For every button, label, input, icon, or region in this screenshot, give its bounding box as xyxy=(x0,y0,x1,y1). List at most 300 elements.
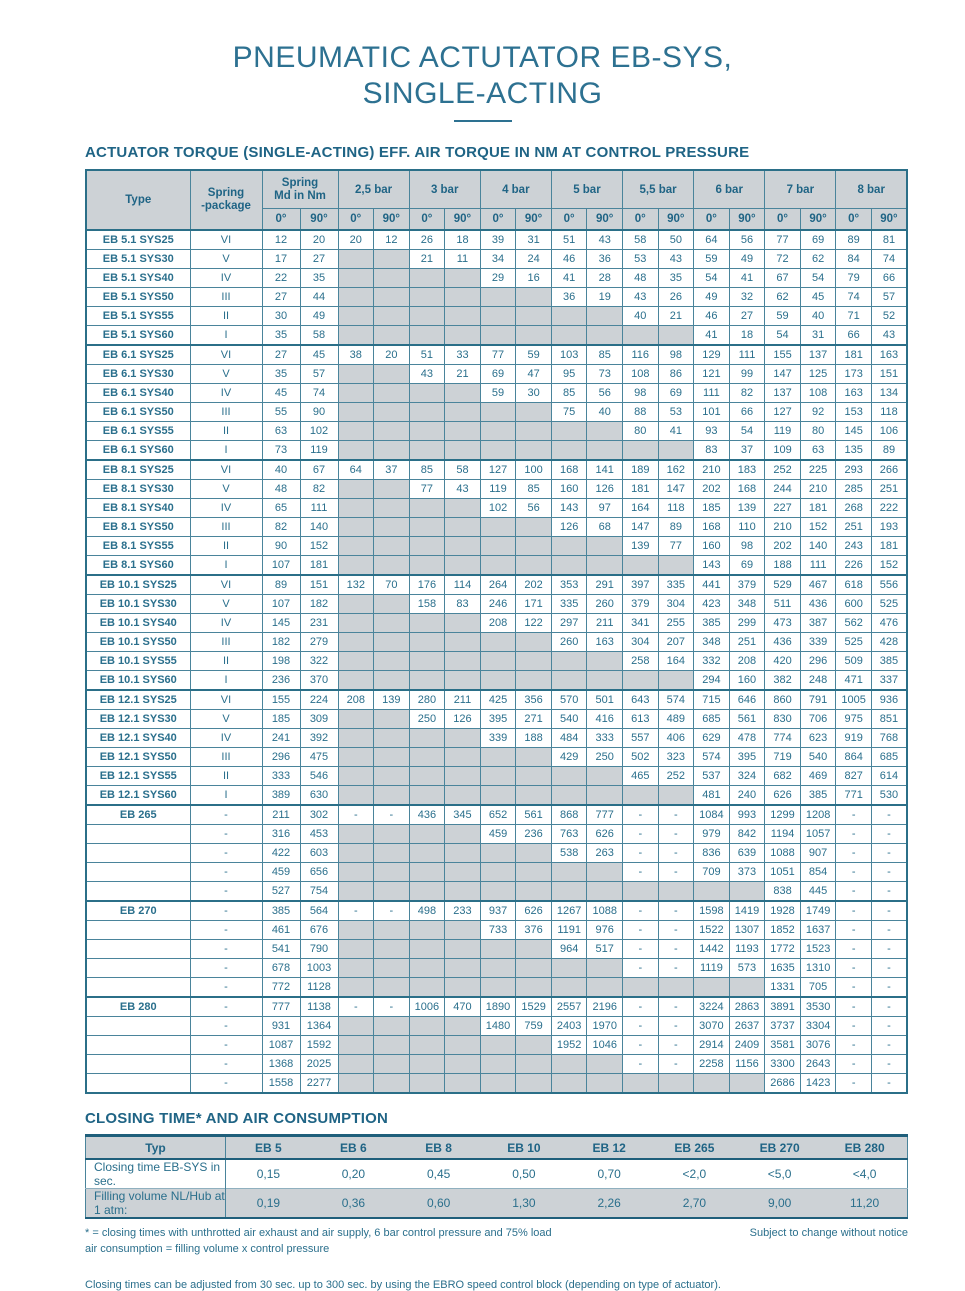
value-cell: 964 xyxy=(551,940,587,959)
value-cell xyxy=(658,556,694,576)
value-cell xyxy=(551,307,587,326)
value-cell: 420 xyxy=(765,652,801,671)
value-cell xyxy=(374,940,410,959)
page-title xyxy=(0,0,965,122)
value-cell xyxy=(445,384,481,403)
value-cell xyxy=(409,959,445,978)
value-cell: 127 xyxy=(480,460,516,480)
value-cell: - xyxy=(658,940,694,959)
value-cell: 527 xyxy=(262,882,300,902)
footnote-line1: * = closing times with unthrotted air exhaust and air supply, 6 bar control pressure and 75% load xyxy=(85,1227,552,1239)
value-cell xyxy=(729,882,765,902)
value-cell xyxy=(445,633,481,652)
spring-package-cell: II xyxy=(190,307,262,326)
value-cell: 118 xyxy=(871,403,907,422)
value-cell: 768 xyxy=(871,729,907,748)
value-cell xyxy=(374,403,410,422)
spring-package-cell: IV xyxy=(190,614,262,633)
value-cell: - xyxy=(623,997,659,1017)
closing-row-label: Closing time EB-SYS in sec. xyxy=(86,1159,226,1189)
closing-section-heading: CLOSING TIME* AND AIR CONSUMPTION xyxy=(85,1110,388,1127)
value-cell: 73 xyxy=(262,441,300,461)
value-cell: 685 xyxy=(694,710,730,729)
value-cell xyxy=(374,729,410,748)
value-cell xyxy=(516,959,552,978)
value-cell xyxy=(409,633,445,652)
value-cell xyxy=(374,288,410,307)
value-cell xyxy=(445,652,481,671)
type-cell: EB 12.1 SYS60 xyxy=(86,786,190,806)
value-cell xyxy=(551,882,587,902)
value-cell: 24 xyxy=(516,250,552,269)
col-header-deg0: 0° xyxy=(694,209,730,231)
value-cell: - xyxy=(871,959,907,978)
value-cell: 392 xyxy=(300,729,338,748)
value-cell: 114 xyxy=(445,575,481,595)
value-cell: 511 xyxy=(765,595,801,614)
value-cell: 137 xyxy=(800,345,836,365)
value-cell xyxy=(516,518,552,537)
value-cell: 62 xyxy=(800,250,836,269)
value-cell: 41 xyxy=(658,422,694,441)
value-cell: 1307 xyxy=(729,921,765,940)
col-header-deg90: 90° xyxy=(374,209,410,231)
value-cell: 1952 xyxy=(551,1036,587,1055)
value-cell xyxy=(409,326,445,346)
value-cell: 43 xyxy=(623,288,659,307)
value-cell: 98 xyxy=(729,537,765,556)
value-cell xyxy=(409,767,445,786)
value-cell: 851 xyxy=(871,710,907,729)
value-cell: 54 xyxy=(800,269,836,288)
value-cell: 322 xyxy=(300,652,338,671)
value-cell xyxy=(409,288,445,307)
value-cell: 77 xyxy=(765,230,801,250)
closing-value-cell: 0,20 xyxy=(311,1159,396,1189)
table-row xyxy=(86,671,907,691)
value-cell xyxy=(623,786,659,806)
value-cell xyxy=(658,786,694,806)
value-cell xyxy=(445,882,481,902)
value-cell: 183 xyxy=(729,460,765,480)
value-cell xyxy=(587,422,623,441)
value-cell: 116 xyxy=(623,345,659,365)
table-row xyxy=(86,460,907,480)
value-cell xyxy=(480,326,516,346)
closing-col-header: EB 5 xyxy=(226,1136,311,1160)
value-cell: 45 xyxy=(262,384,300,403)
value-cell: 3737 xyxy=(765,1017,801,1036)
table-row xyxy=(86,614,907,633)
value-cell xyxy=(409,863,445,882)
torque-table xyxy=(85,169,908,1094)
value-cell: 316 xyxy=(262,825,300,844)
value-cell: 139 xyxy=(374,690,410,710)
value-cell xyxy=(516,767,552,786)
value-cell: 919 xyxy=(836,729,872,748)
closing-value-cell: 0,50 xyxy=(481,1159,566,1189)
value-cell xyxy=(409,518,445,537)
value-cell: - xyxy=(871,844,907,863)
spring-package-cell: VI xyxy=(190,345,262,365)
type-cell: EB 8.1 SYS25 xyxy=(86,460,190,480)
value-cell: 168 xyxy=(729,480,765,499)
value-cell: 99 xyxy=(729,365,765,384)
col-header-deg0: 0° xyxy=(765,209,801,231)
value-cell: 79 xyxy=(836,269,872,288)
value-cell: 81 xyxy=(871,230,907,250)
value-cell: 46 xyxy=(694,307,730,326)
value-cell: 69 xyxy=(480,365,516,384)
value-cell: 777 xyxy=(262,997,300,1017)
value-cell: 465 xyxy=(623,767,659,786)
value-cell: 58 xyxy=(445,460,481,480)
value-cell: 348 xyxy=(729,595,765,614)
value-cell: 385 xyxy=(262,901,300,921)
value-cell: 260 xyxy=(551,633,587,652)
value-cell: 385 xyxy=(871,652,907,671)
value-cell: 774 xyxy=(765,729,801,748)
value-cell: 473 xyxy=(765,614,801,633)
value-cell xyxy=(623,441,659,461)
value-cell: 176 xyxy=(409,575,445,595)
value-cell: 763 xyxy=(551,825,587,844)
value-cell xyxy=(445,844,481,863)
value-cell: - xyxy=(623,844,659,863)
value-cell xyxy=(658,671,694,691)
value-cell: 143 xyxy=(551,499,587,518)
value-cell xyxy=(516,326,552,346)
type-cell xyxy=(86,882,190,902)
closing-col-header: EB 265 xyxy=(652,1136,737,1160)
closing-row xyxy=(86,1159,908,1189)
value-cell: 40 xyxy=(800,307,836,326)
value-cell: - xyxy=(871,1036,907,1055)
col-header-deg90: 90° xyxy=(729,209,765,231)
value-cell: 1890 xyxy=(480,997,516,1017)
type-cell xyxy=(86,1036,190,1055)
value-cell: 102 xyxy=(300,422,338,441)
value-cell: - xyxy=(871,863,907,882)
spring-package-cell: II xyxy=(190,537,262,556)
value-cell: 27 xyxy=(262,345,300,365)
value-cell xyxy=(374,671,410,691)
value-cell: 53 xyxy=(623,250,659,269)
value-cell: 379 xyxy=(729,575,765,595)
spring-package-cell: - xyxy=(190,844,262,863)
value-cell: 139 xyxy=(729,499,765,518)
value-cell: 160 xyxy=(694,537,730,556)
value-cell: 109 xyxy=(765,441,801,461)
value-cell: 168 xyxy=(551,460,587,480)
value-cell: 63 xyxy=(800,441,836,461)
value-cell xyxy=(445,288,481,307)
value-cell: 830 xyxy=(765,710,801,729)
spring-package-cell: IV xyxy=(190,729,262,748)
value-cell: 2637 xyxy=(729,1017,765,1036)
table-row xyxy=(86,863,907,882)
value-cell: 147 xyxy=(658,480,694,499)
value-cell xyxy=(374,863,410,882)
value-cell: - xyxy=(623,805,659,825)
table-row xyxy=(86,345,907,365)
value-cell xyxy=(409,422,445,441)
value-cell xyxy=(516,556,552,576)
value-cell: 250 xyxy=(409,710,445,729)
value-cell: 537 xyxy=(694,767,730,786)
value-cell: 210 xyxy=(765,518,801,537)
value-cell xyxy=(374,1055,410,1074)
spring-package-cell: I xyxy=(190,786,262,806)
value-cell xyxy=(516,422,552,441)
value-cell xyxy=(480,403,516,422)
value-cell: 30 xyxy=(262,307,300,326)
table-row xyxy=(86,269,907,288)
value-cell: 484 xyxy=(551,729,587,748)
spring-package-cell: I xyxy=(190,556,262,576)
value-cell: 423 xyxy=(694,595,730,614)
value-cell xyxy=(587,978,623,998)
footnote-left xyxy=(85,1225,552,1257)
value-cell: 49 xyxy=(300,307,338,326)
value-cell: 77 xyxy=(480,345,516,365)
spring-package-cell: IV xyxy=(190,499,262,518)
table-row xyxy=(86,326,907,346)
col-header-deg0: 0° xyxy=(409,209,445,231)
value-cell: 193 xyxy=(871,518,907,537)
value-cell: 147 xyxy=(623,518,659,537)
value-cell xyxy=(480,518,516,537)
value-cell xyxy=(480,556,516,576)
value-cell: - xyxy=(871,978,907,998)
value-cell: 1194 xyxy=(765,825,801,844)
value-cell: 541 xyxy=(262,940,300,959)
value-cell xyxy=(338,633,374,652)
value-cell: 173 xyxy=(836,365,872,384)
value-cell: 93 xyxy=(694,422,730,441)
spring-package-cell: III xyxy=(190,403,262,422)
value-cell: - xyxy=(338,805,374,825)
value-cell: 56 xyxy=(587,384,623,403)
value-cell: 35 xyxy=(300,269,338,288)
col-header-pressure: 4 bar xyxy=(480,170,551,209)
spring-package-cell: V xyxy=(190,480,262,499)
type-cell: EB 5.1 SYS30 xyxy=(86,250,190,269)
value-cell xyxy=(516,844,552,863)
value-cell xyxy=(374,326,410,346)
value-cell: 85 xyxy=(551,384,587,403)
value-cell xyxy=(694,978,730,998)
value-cell: 1191 xyxy=(551,921,587,940)
value-cell: 241 xyxy=(262,729,300,748)
spring-package-cell: - xyxy=(190,901,262,921)
value-cell: 467 xyxy=(800,575,836,595)
value-cell xyxy=(338,1055,374,1074)
value-cell: 51 xyxy=(551,230,587,250)
value-cell: 45 xyxy=(300,345,338,365)
value-cell xyxy=(374,269,410,288)
value-cell: 3304 xyxy=(800,1017,836,1036)
value-cell: 630 xyxy=(300,786,338,806)
type-cell: EB 8.1 SYS30 xyxy=(86,480,190,499)
value-cell xyxy=(409,441,445,461)
value-cell xyxy=(551,1074,587,1094)
value-cell xyxy=(409,652,445,671)
value-cell xyxy=(551,978,587,998)
value-cell xyxy=(409,786,445,806)
torque-table-body xyxy=(86,230,907,1093)
value-cell: - xyxy=(338,997,374,1017)
table-row xyxy=(86,1074,907,1094)
closing-value-cell: 11,20 xyxy=(822,1189,907,1219)
value-cell: 345 xyxy=(445,805,481,825)
value-cell xyxy=(516,288,552,307)
value-cell xyxy=(516,403,552,422)
value-cell: - xyxy=(871,940,907,959)
closing-value-cell: <2,0 xyxy=(652,1159,737,1189)
value-cell: 676 xyxy=(300,921,338,940)
value-cell: 33 xyxy=(445,345,481,365)
value-cell xyxy=(480,441,516,461)
value-cell: 145 xyxy=(836,422,872,441)
value-cell: 385 xyxy=(694,614,730,633)
value-cell: 416 xyxy=(587,710,623,729)
title-underline-rule xyxy=(454,120,512,122)
value-cell: 339 xyxy=(480,729,516,748)
value-cell xyxy=(445,518,481,537)
value-cell: 618 xyxy=(836,575,872,595)
value-cell: 103 xyxy=(551,345,587,365)
value-cell: 125 xyxy=(800,365,836,384)
value-cell xyxy=(551,556,587,576)
value-cell: 2025 xyxy=(300,1055,338,1074)
type-cell: EB 280 xyxy=(86,997,190,1017)
value-cell: 979 xyxy=(694,825,730,844)
value-cell: 50 xyxy=(658,230,694,250)
value-cell: 145 xyxy=(262,614,300,633)
value-cell: 164 xyxy=(658,652,694,671)
value-cell: 2403 xyxy=(551,1017,587,1036)
value-cell: 141 xyxy=(587,460,623,480)
value-cell: - xyxy=(836,1055,872,1074)
value-cell: - xyxy=(871,921,907,940)
value-cell xyxy=(374,480,410,499)
value-cell: 1598 xyxy=(694,901,730,921)
value-cell: 529 xyxy=(765,575,801,595)
value-cell: 35 xyxy=(658,269,694,288)
value-cell: 574 xyxy=(658,690,694,710)
value-cell xyxy=(445,767,481,786)
value-cell: 56 xyxy=(729,230,765,250)
value-cell xyxy=(445,729,481,748)
value-cell: 41 xyxy=(729,269,765,288)
value-cell: 268 xyxy=(836,499,872,518)
value-cell: 43 xyxy=(445,480,481,499)
table-row xyxy=(86,825,907,844)
value-cell xyxy=(374,921,410,940)
value-cell xyxy=(480,1036,516,1055)
value-cell xyxy=(551,767,587,786)
value-cell: 335 xyxy=(658,575,694,595)
value-cell: 53 xyxy=(658,403,694,422)
value-cell xyxy=(445,863,481,882)
bottom-note: Closing times can be adjusted from 30 sec. up to 300 sec. by using the EBRO speed control block (depending on type of actuator). xyxy=(85,1279,721,1291)
value-cell: 40 xyxy=(587,403,623,422)
value-cell xyxy=(409,307,445,326)
value-cell: 83 xyxy=(694,441,730,461)
type-cell xyxy=(86,863,190,882)
value-cell: 280 xyxy=(409,690,445,710)
value-cell: 1772 xyxy=(765,940,801,959)
value-cell: - xyxy=(836,1017,872,1036)
table-row xyxy=(86,499,907,518)
value-cell: 540 xyxy=(551,710,587,729)
value-cell: 49 xyxy=(729,250,765,269)
value-cell: 1006 xyxy=(409,997,445,1017)
value-cell: 1442 xyxy=(694,940,730,959)
value-cell xyxy=(409,671,445,691)
value-cell xyxy=(338,556,374,576)
value-cell: 85 xyxy=(409,460,445,480)
closing-col-header: EB 6 xyxy=(311,1136,396,1160)
value-cell xyxy=(445,556,481,576)
value-cell xyxy=(409,729,445,748)
table-row xyxy=(86,882,907,902)
value-cell: 19 xyxy=(587,288,623,307)
col-header-spring-package xyxy=(190,170,262,230)
value-cell: 561 xyxy=(516,805,552,825)
value-cell: 481 xyxy=(694,786,730,806)
value-cell: 299 xyxy=(729,614,765,633)
value-cell: 937 xyxy=(480,901,516,921)
value-cell: 626 xyxy=(587,825,623,844)
value-cell xyxy=(374,1074,410,1094)
spring-package-cell: - xyxy=(190,882,262,902)
table-row xyxy=(86,748,907,767)
value-cell: 538 xyxy=(551,844,587,863)
spring-package-cell: IV xyxy=(190,269,262,288)
value-cell: - xyxy=(658,863,694,882)
value-cell xyxy=(374,710,410,729)
value-cell xyxy=(516,537,552,556)
value-cell: 271 xyxy=(516,710,552,729)
value-cell xyxy=(338,614,374,633)
value-cell: 126 xyxy=(445,710,481,729)
value-cell: 3300 xyxy=(765,1055,801,1074)
table-row xyxy=(86,1055,907,1074)
value-cell xyxy=(338,767,374,786)
type-cell: EB 10.1 SYS60 xyxy=(86,671,190,691)
value-cell: - xyxy=(836,940,872,959)
value-cell: 255 xyxy=(658,614,694,633)
spring-package-cell: - xyxy=(190,825,262,844)
value-cell: 225 xyxy=(800,460,836,480)
value-cell xyxy=(338,250,374,269)
value-cell: - xyxy=(836,844,872,863)
value-cell: 1088 xyxy=(765,844,801,863)
col-header-type: Type xyxy=(86,170,190,230)
value-cell: 222 xyxy=(871,499,907,518)
value-cell xyxy=(445,499,481,518)
value-cell: 20 xyxy=(338,230,374,250)
value-cell: 3070 xyxy=(694,1017,730,1036)
value-cell xyxy=(374,652,410,671)
value-cell: - xyxy=(374,805,410,825)
value-cell: 119 xyxy=(765,422,801,441)
value-cell: 425 xyxy=(480,690,516,710)
value-cell: 64 xyxy=(338,460,374,480)
value-cell: 58 xyxy=(623,230,659,250)
